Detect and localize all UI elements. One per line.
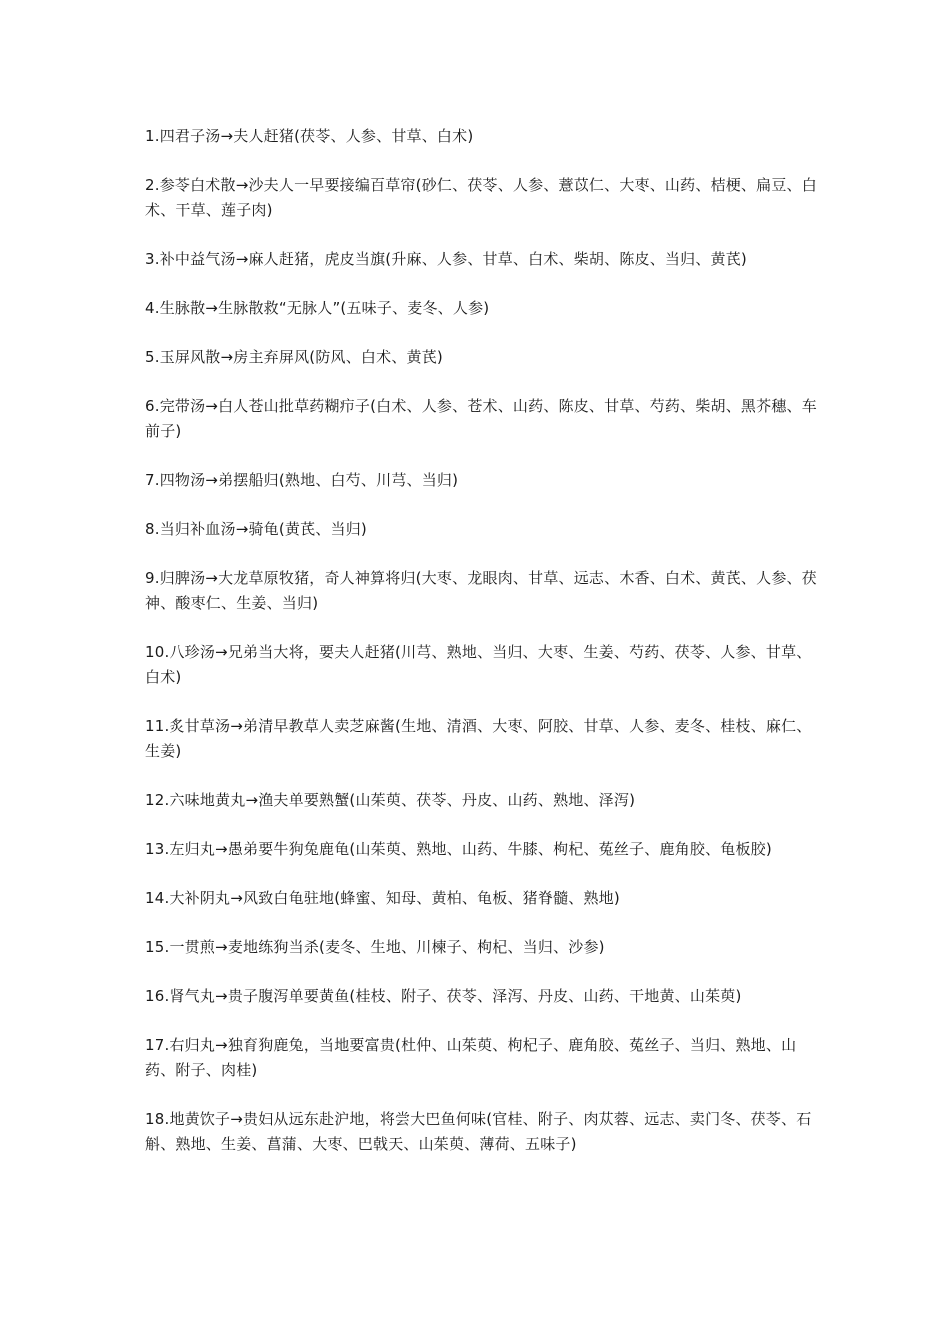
formula-entry-3: 3.补中益气汤→麻人赶猪，虎皮当旗(升麻、人参、甘草、白术、柴胡、陈皮、当归、黄芪) bbox=[145, 250, 747, 268]
formula-entry-2: 2.参苓白术散→沙夫人一早要接编百草帘(砂仁、茯苓、人参、薏苡仁、大枣、山药、桔梗、扁豆、白术、干草、莲子肉) bbox=[145, 176, 817, 219]
formula-entry-16: 16.肾气丸→贵子腹泻单要黄鱼(桂枝、附子、茯苓、泽泻、丹皮、山药、干地黄、山茱萸) bbox=[145, 987, 742, 1005]
formula-entry-18: 18.地黄饮子→贵妇从远东赴沪地，将尝大巴鱼何味(官桂、附子、肉苁蓉、远志、卖门冬、茯苓、石斛、熟地、生姜、菖蒲、大枣、巴戟天、山茱萸、薄荷、五味子) bbox=[145, 1110, 812, 1153]
formula-entry-6: 6.完带汤→白人苍山批草药糊疖子(白术、人参、苍术、山药、陈皮、甘草、芍药、柴胡、黑芥穗、车前子) bbox=[145, 397, 817, 440]
formula-entry-1: 1.四君子汤→夫人赶猪(茯苓、人参、甘草、白术) bbox=[145, 127, 474, 145]
formula-entry-14: 14.大补阴丸→风致白龟驻地(蜂蜜、知母、黄柏、龟板、猪脊髓、熟地) bbox=[145, 889, 620, 907]
formula-entry-15: 15.一贯煎→麦地练狗当杀(麦冬、生地、川楝子、枸杞、当归、沙参) bbox=[145, 938, 605, 956]
formula-entry-11: 11.炙甘草汤→弟清早教草人卖芝麻酱(生地、清酒、大枣、阿胶、甘草、人参、麦冬、桂枝、麻仁、生姜) bbox=[145, 717, 812, 760]
formula-entry-7: 7.四物汤→弟摆船归(熟地、白芍、川芎、当归) bbox=[145, 471, 459, 489]
document-body bbox=[145, 124, 817, 1181]
formula-entry-4: 4.生脉散→生脉散救“无脉人”(五味子、麦冬、人参) bbox=[145, 299, 490, 317]
formula-entry-13: 13.左归丸→愚弟要牛狗兔鹿龟(山茱萸、熟地、山药、牛膝、枸杞、菟丝子、鹿角胶、龟板胶) bbox=[145, 840, 772, 858]
formula-entry-10: 10.八珍汤→兄弟当大将，要夫人赶猪(川芎、熟地、当归、大枣、生姜、芍药、茯苓、人参、甘草、白术) bbox=[145, 643, 812, 686]
formula-entry-17: 17.右归丸→独育狗鹿兔，当地要富贵(杜仲、山茱萸、枸杞子、鹿角胶、菟丝子、当归、熟地、山药、附子、肉桂) bbox=[145, 1036, 797, 1079]
formula-entry-9: 9.归脾汤→大龙草原牧猪，奇人神算将归(大枣、龙眼肉、甘草、远志、木香、白术、黄芪、人参、茯神、酸枣仁、生姜、当归) bbox=[145, 569, 817, 612]
formula-entry-8: 8.当归补血汤→骑龟(黄芪、当归) bbox=[145, 520, 367, 538]
formula-entry-12: 12.六味地黄丸→渔夫单要熟蟹(山茱萸、茯苓、丹皮、山药、熟地、泽泻) bbox=[145, 791, 636, 809]
formula-entry-5: 5.玉屏风散→房主弃屏风(防风、白术、黄芪) bbox=[145, 348, 443, 366]
